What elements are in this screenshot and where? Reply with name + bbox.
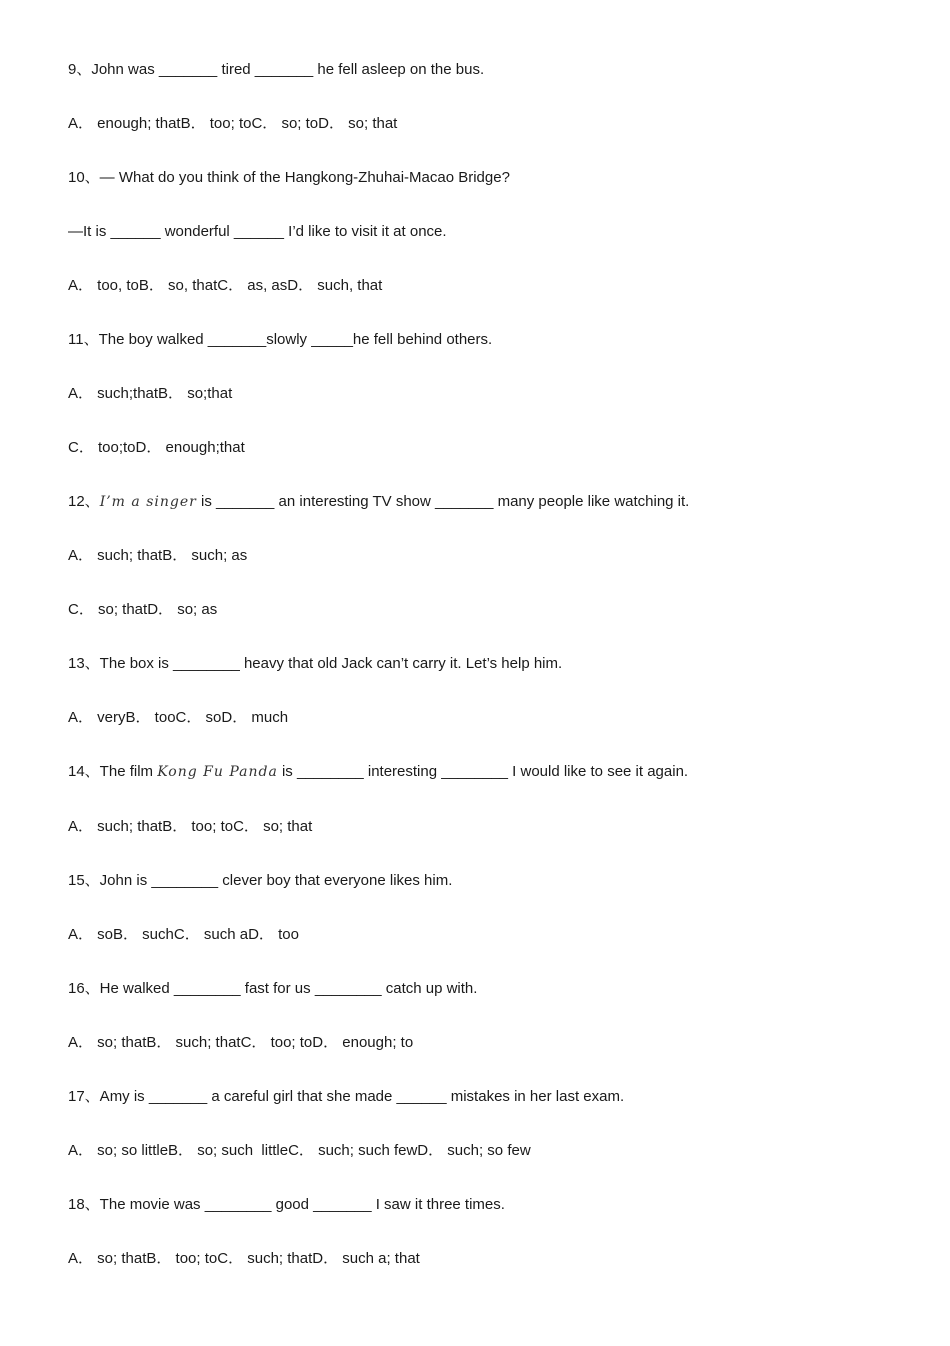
film-title: Kong Fu Panda [157,764,278,780]
question-11: 11、The boy walked _______slowly _____he fell behind others. [68,331,493,348]
options-11-ab: A． such;thatB． so;that [68,385,233,402]
question-12-text: is _______ an interesting TV show _______ many people like watching it. [196,493,690,510]
question-10: 10、— What do you think of the Hangkong-Zhuhai-Macao Bridge? [68,169,510,186]
options-9: A． enough; thatB． too; toC． so; toD． so; that [68,115,398,132]
options-10: A． too, toB． so, thatC． as, asD． such, that [68,277,383,294]
question-16: 16、He walked ________ fast for us ________ catch up with. [68,980,478,997]
question-13: 13、The box is ________ heavy that old Jack can’t carry it. Let’s help him. [68,655,563,672]
options-18: A． so; thatB． too; toC． such; thatD． such a; that [68,1250,420,1267]
question-14-prefix: 14、The film [68,763,158,780]
options-12-ab: A． such; thatB． such; as [68,547,248,564]
options-15: A． soB． suchC． such aD． too [68,926,299,943]
options-13: A． veryB． tooC． soD． much [68,709,289,726]
question-18: 18、The movie was ________ good _______ I saw it three times. [68,1196,505,1213]
question-15: 15、John is ________ clever boy that everyone likes him. [68,872,453,889]
options-16: A． so; thatB． such; thatC． too; toD． enough; to [68,1034,414,1051]
options-12-cd: C． so; thatD． so; as [68,601,218,618]
options-14: A． such; thatB． too; toC． so; that [68,818,313,835]
show-title: I’m a singer [99,494,197,510]
question-9: 9、John was _______ tired _______ he fell asleep on the bus. [68,61,485,78]
question-14 [68,762,910,782]
options-17: A． so; so littleB． so; such littleC． such; such fewD． such; so few [68,1142,531,1159]
question-17: 17、Amy is _______ a careful girl that she made ______ mistakes in her last exam. [68,1088,625,1105]
question-12-prefix: 12、 [68,493,100,510]
question-10-response: —It is ______ wonderful ______ I’d like to visit it at once. [68,223,447,240]
options-11-cd: C． too;toD． enough;that [68,439,245,456]
question-12 [68,492,910,512]
question-14-text: is ________ interesting ________ I would like to see it again. [277,763,689,780]
